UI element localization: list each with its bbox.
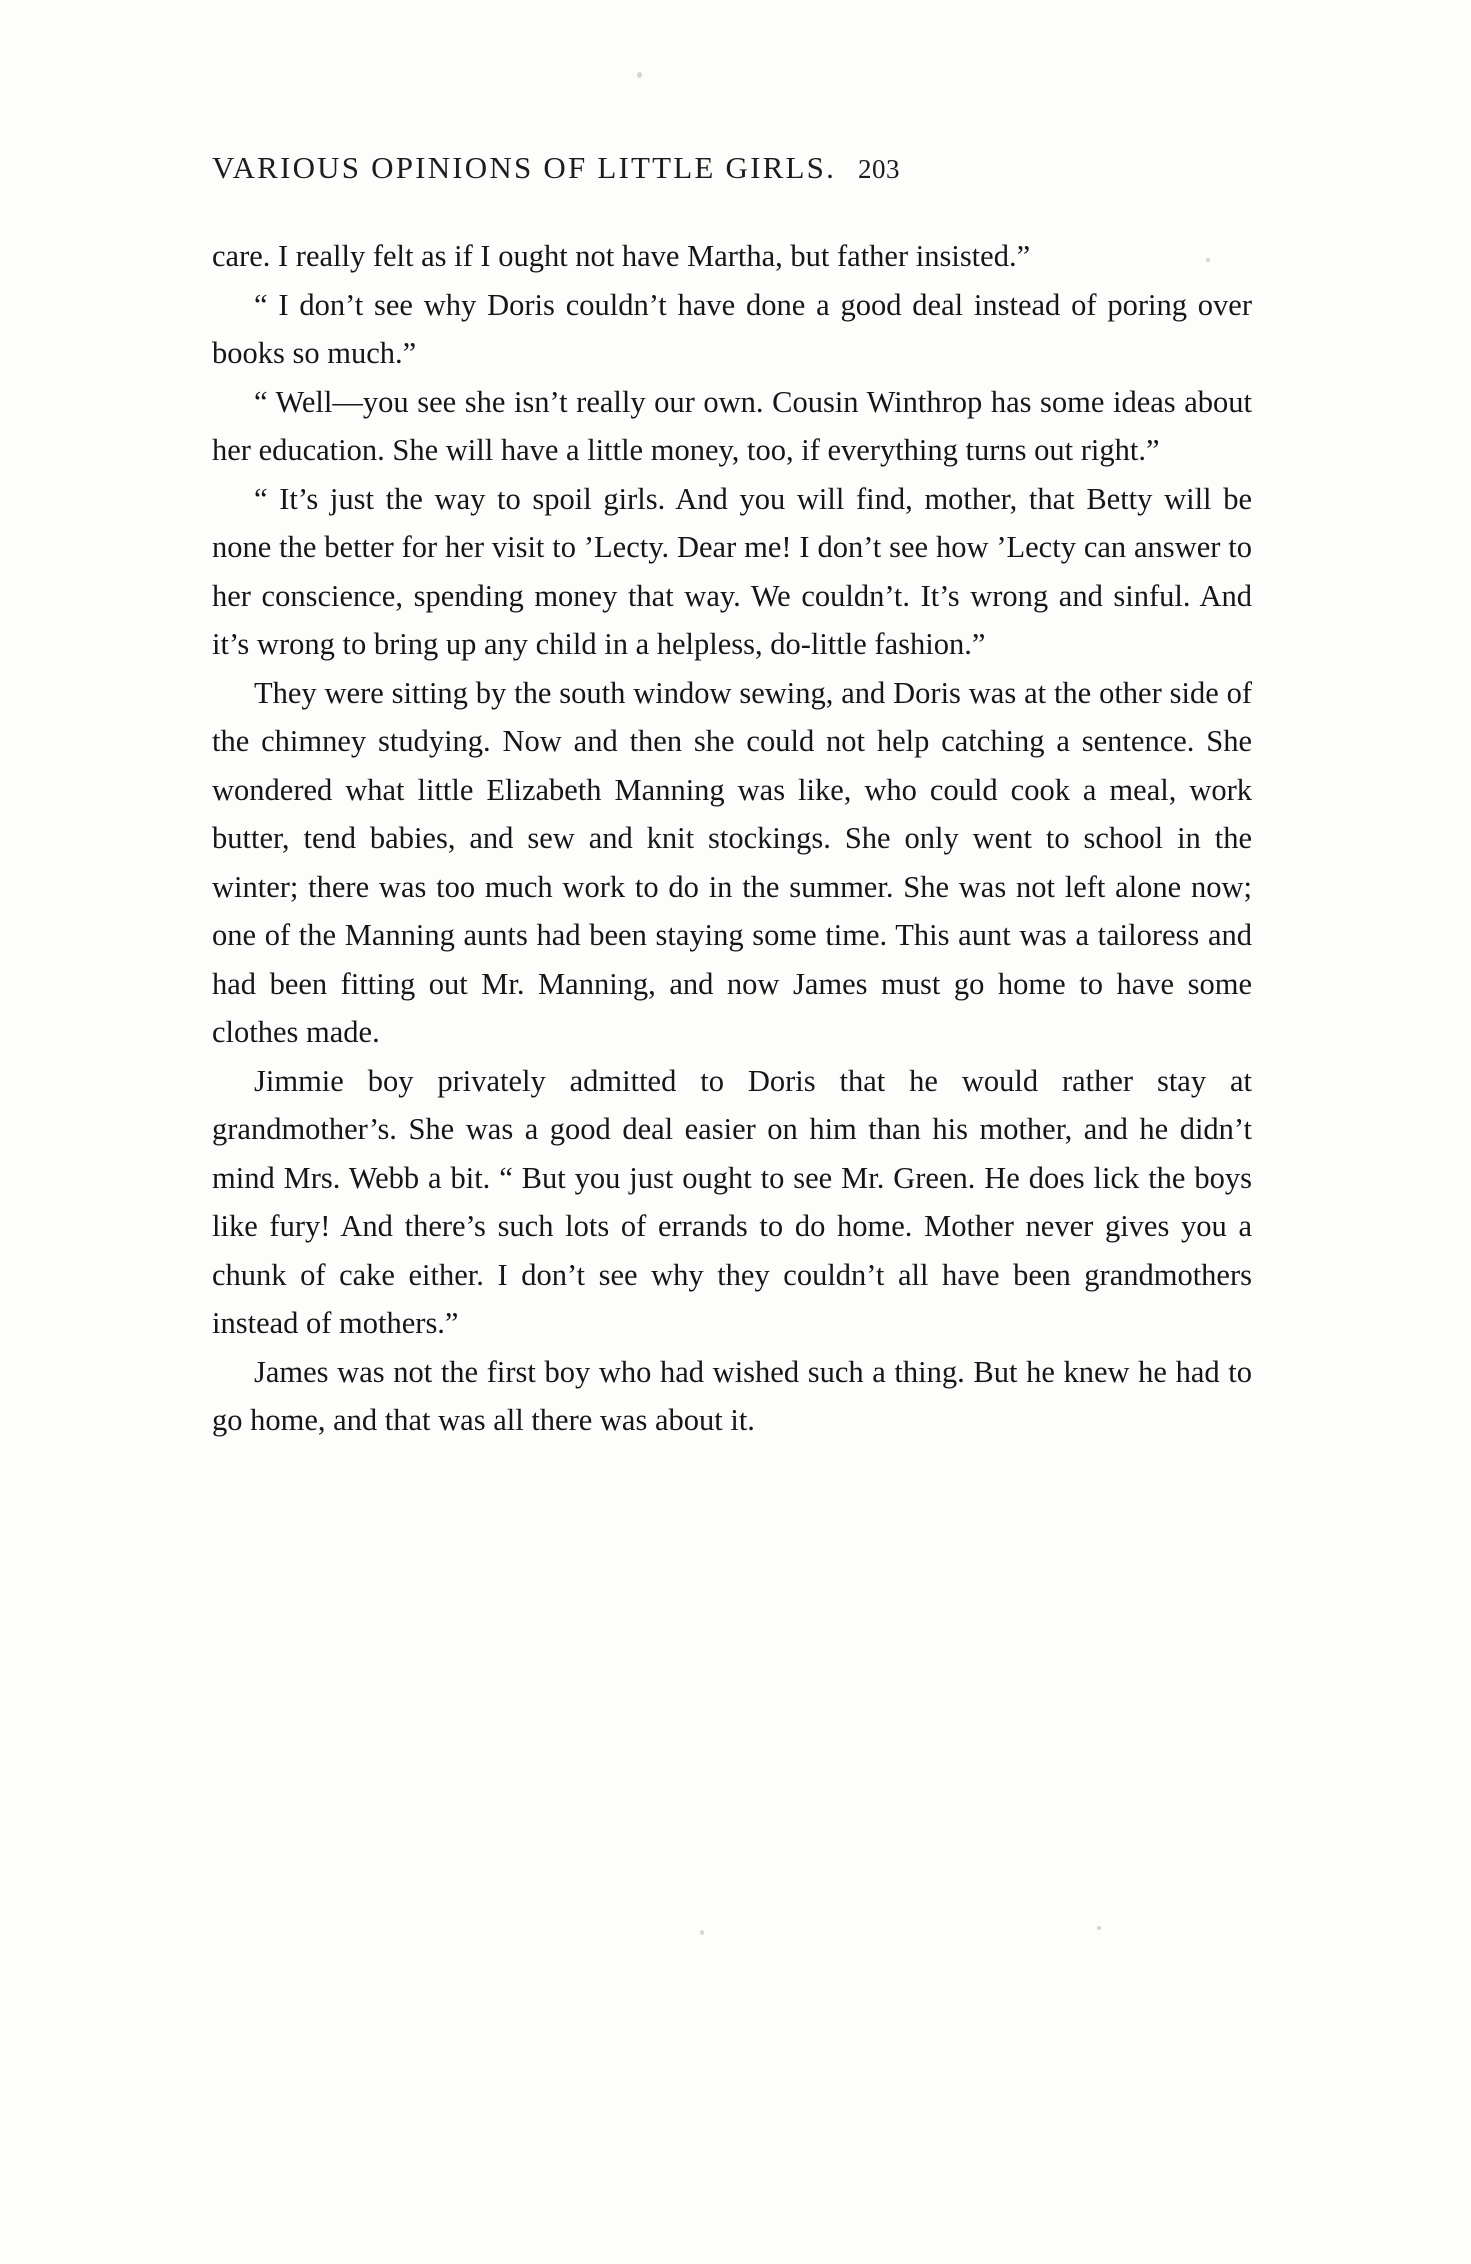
paragraph: James was not the first boy who had wished such a thing. But he knew he had to go home, and that was all there was about it. (212, 1354, 1252, 1437)
paragraph: They were sitting by the south window sewing, and Doris was at the other side of the chimney studying. Now and then she could not help catching a sentence. She wondered what little Elizabeth Manning was like, who could cook a meal, work butter, tend babies, and sew and knit stockings. She only went to school in the winter; there was too much work to do in the summer. She was not left alone now; one of the Manning aunts had been staying some time. This aunt was a tailoress and had been fitting out Mr. Manning, and now James must go home to have some clothes made. (212, 675, 1252, 1049)
paragraph: care. I really felt as if I ought not have Martha, but father insisted.” (212, 239, 1031, 273)
paragraph: “ I don’t see why Doris couldn’t have done a good deal instead of poring over books so much.” (212, 287, 1252, 370)
page-number: 203 (858, 154, 901, 184)
paper-speck (1097, 1926, 1101, 1930)
page-title: VARIOUS OPINIONS OF LITTLE GIRLS. (212, 150, 837, 185)
paragraph: “ It’s just the way to spoil girls. And you will find, mother, that Betty will be none the better for her visit to ’Lecty. Dear me! I don’t see how ’Lecty can answer to her conscience, spending money that way. We couldn’t. It’s wrong and sinful. And it’s wrong to bring up any child in a helpless, do-little fashion.” (212, 481, 1252, 661)
paragraph: Jimmie boy privately admitted to Doris that he would rather stay at grandmother’s. She was a good deal easier on him than his mother, and he didn’t mind Mrs. Webb a bit. “ But you just ought to see Mr. Green. He does lick the boys like fury! And there’s such lots of errands to do home. Mother never gives you a chunk of cake either. I don’t see why they couldn’t all have been grandmothers instead of mothers.” (212, 1063, 1252, 1340)
paper-speck (700, 1930, 704, 1935)
paragraph: “ Well—you see she isn’t really our own. Cousin Winthrop has some ideas about her education. She will have a little money, too, if everything turns out right.” (212, 384, 1252, 467)
page-text-block (212, 150, 1252, 1445)
paper-speck (637, 72, 642, 78)
running-head (212, 150, 1252, 186)
